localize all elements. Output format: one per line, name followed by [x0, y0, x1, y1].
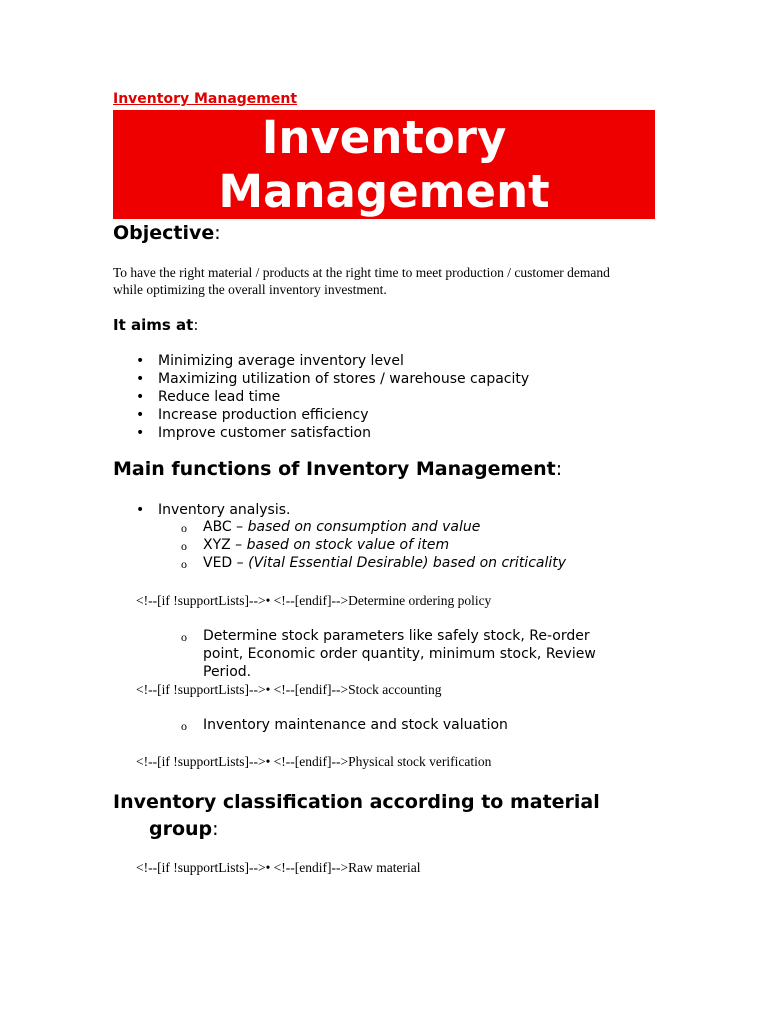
physical-verification-line: [136, 754, 491, 770]
functions-list: [136, 501, 291, 519]
main-functions-heading-text: Main functions of Inventory Management: [113, 458, 556, 480]
sub-list-item: [181, 518, 566, 536]
sub-bullet-icon: o: [181, 539, 187, 553]
bullet-icon: •: [136, 407, 145, 423]
bullet-icon: •: [136, 371, 145, 387]
list-item: [136, 352, 529, 370]
inventory-maintenance-item: [181, 716, 508, 734]
aims-heading: [113, 316, 198, 334]
classification-heading-line2-wrap: [113, 818, 219, 840]
sub-item-text: (Vital Essential Desirable) based on criticality: [248, 555, 567, 571]
sub-item-prefix: ABC –: [203, 519, 248, 535]
sub-item-text: Inventory maintenance and stock valuation: [203, 717, 508, 733]
stock-accounting-line: [136, 682, 441, 698]
sub-item-text: based on consumption and value: [247, 519, 481, 535]
bullet-icon: •: [136, 389, 145, 405]
bullet-icon: •: [136, 502, 145, 518]
objective-heading: [113, 222, 221, 244]
list-item-text: Increase production efficiency: [158, 407, 369, 423]
sub-item-text: based on stock value of item: [246, 537, 450, 553]
line-text: Determine ordering policy: [348, 593, 492, 608]
list-item: [136, 370, 530, 388]
sub-item-prefix: VED –: [203, 555, 249, 571]
objective-colon: :: [214, 222, 221, 244]
list-item: [136, 424, 529, 442]
banner-title-line1: Inventory: [261, 110, 507, 164]
sub-bullet-icon: o: [181, 719, 187, 733]
list-item-text: Reduce lead time: [158, 389, 281, 405]
ordering-policy-line: [136, 593, 491, 609]
comment-prefix: <!--[if !supportLists]-->• <!--[endif]-->: [136, 682, 349, 697]
main-functions-heading: [113, 458, 562, 480]
sub-bullet-icon: o: [181, 557, 187, 571]
sub-list-item: [181, 536, 566, 554]
aims-list: [136, 352, 530, 442]
classification-heading-line2: group: [149, 818, 213, 840]
sub-item-prefix: XYZ –: [203, 537, 247, 553]
raw-material-line: [136, 860, 420, 876]
bullet-icon: •: [136, 425, 145, 441]
stock-parameters-item: [181, 627, 633, 681]
bullet-icon: •: [136, 353, 145, 369]
list-item: [136, 388, 529, 406]
classification-heading: [113, 789, 633, 843]
classification-colon: :: [212, 818, 219, 840]
sub-bullet-icon: o: [181, 521, 187, 535]
inventory-management-link[interactable]: Inventory Management: [113, 91, 298, 107]
line-text: Stock accounting: [348, 682, 442, 697]
objective-heading-text: Objective: [113, 222, 215, 244]
objective-paragraph: To have the right material / products at the right time to meet production / customer demand while optimizing the overall inventory investment.: [113, 265, 610, 297]
list-item-text: Improve customer satisfaction: [158, 425, 371, 441]
line-text: Physical stock verification: [348, 754, 492, 769]
aims-colon: :: [193, 316, 199, 334]
list-item: [136, 406, 529, 424]
sub-item-text: Determine stock parameters like safely stock, Re-order point, Economic order quantity, minimum stock, Review Period.: [203, 628, 596, 680]
comment-prefix: <!--[if !supportLists]-->• <!--[endif]-->: [136, 754, 349, 769]
comment-prefix: <!--[if !supportLists]-->• <!--[endif]-->: [136, 860, 349, 875]
sub-bullet-icon: o: [181, 630, 187, 644]
line-text: Raw material: [348, 860, 421, 875]
banner-title-line2: Management: [218, 164, 550, 218]
comment-prefix: <!--[if !supportLists]-->• <!--[endif]-->: [136, 593, 349, 608]
list-item-text: Inventory analysis.: [158, 502, 291, 518]
list-item: [136, 501, 291, 519]
sub-list-item: [181, 554, 567, 572]
title-banner: [113, 110, 655, 219]
aims-heading-text: It aims at: [113, 316, 194, 334]
list-item-text: Maximizing utilization of stores / warehouse capacity: [158, 371, 530, 387]
list-item-text: Minimizing average inventory level: [158, 353, 404, 369]
main-functions-colon: :: [555, 458, 563, 480]
analysis-sublist: [181, 518, 567, 572]
classification-heading-line1: Inventory classification according to material: [113, 791, 600, 813]
